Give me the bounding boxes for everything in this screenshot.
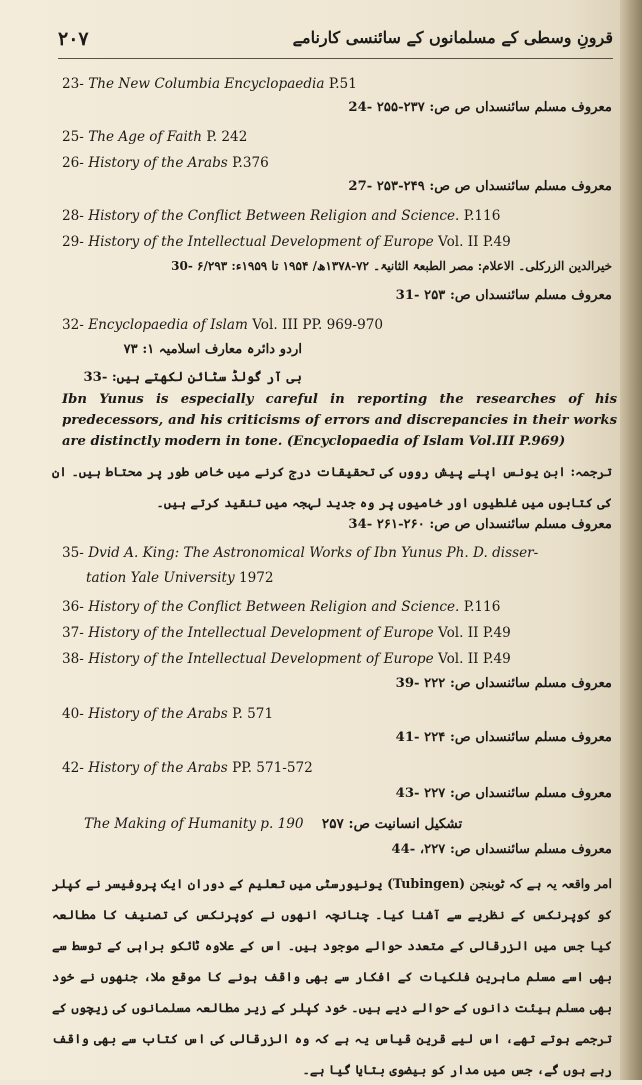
note-23: 23- The New Columbia Encyclopaedia P.51 (62, 76, 357, 92)
note-39: معروف مسلم سائنسداں ص: ۲۲۲ -39 (395, 676, 612, 691)
note-36: 36- History of the Conflict Between Religion and Science. P.116 (62, 599, 501, 615)
note-33-quote: Ibn Yunus is especially careful in reporting the researches of his predecessors, and his criticisms of errors and discrepancies in their works are distinctly modern in tone. (Encyclopaedia of Islam Vol.III P.969) (62, 392, 617, 449)
note-33: بی آر گولڈ سٹائن لکھتے ہیں: -33 (83, 370, 302, 385)
note-41: معروف مسلم سائنسداں ص: ۲۲۴ -41 (395, 730, 612, 745)
note-33-translation: ترجمہ: ابن یونس اپنے پیش رووں کی تحقیقات درج کرنے میں خاص طور پر محتاط ہیں۔ ان کی کتابوں میں غلطیوں اور خامیوں پر وہ جدید لہجہ میں تنقید کرتے ہیں۔ (52, 464, 612, 510)
note-28: 28- History of the Conflict Between Religion and Science. P.116 (62, 208, 501, 224)
note-31: معروف مسلم سائنسداں ص: ۲۵۳ -31 (395, 288, 612, 303)
note-25: 25- The Age of Faith P. 242 (62, 129, 248, 145)
note-35: 35- Dvid A. King: The Astronomical Works of Ibn Yunus Ph. D. disser- (62, 545, 539, 561)
note-29: 29- History of the Intellectual Development of Europe Vol. II P.49 (62, 234, 511, 250)
note-26: 26- History of the Arabs P.376 (62, 155, 269, 171)
note-37: 37- History of the Intellectual Development of Europe Vol. II P.49 (62, 625, 511, 641)
header-rule (58, 58, 613, 59)
note-42: 42- History of the Arabs PP. 571-572 (62, 760, 313, 776)
note-30: خیرالدین الزرکلی۔ الاعلام: مصر الطبعۃ الثانیۃ۔ ۷۲-۱۳۷۸ھ/ ۱۹۵۴ تا ۱۹۵۹ء: ۶/۲۹۳ -30 (171, 259, 612, 273)
note-38: 38- History of the Intellectual Development of Europe Vol. II P.49 (62, 651, 511, 667)
page-number: ۲۰۷ (58, 28, 89, 50)
note-27: معروف مسلم سائنسداں ص ص: ۲۴۹-۲۵۳ -27 (348, 179, 612, 194)
note-35-continued: tation Yale University 1972 (86, 570, 274, 586)
page-gutter (620, 0, 642, 1080)
note-40: 40- History of the Arabs P. 571 (62, 706, 274, 722)
page-header (58, 28, 613, 54)
note-34: معروف مسلم سائنسداں ص ص: ۲۶۰-۲۶۱ -34 (348, 517, 612, 532)
note-43-making-of-humanity: The Making of Humanity p. 190 تشکیل انسانیت ص: ۲۵۷ (84, 816, 463, 832)
note-44-paragraph: امر واقعہ یہ ہے کہ ٹوبنجن (Tubingen) یونیورسٹی میں تعلیم کے دوران ایک پروفیسر نے کپلر کو کوپرنکس کے نظریے سے آشنا کیا۔ چنانچہ انھوں نے کوپرنکس کی تصنیف کا مطالعہ کیا جس میں الزرقالی کے متعدد حوالے موجود ہیں۔ اس کے علاوہ ٹائکو براہی کے توسط سے بھی اسے مسلم ماہرین فلکیات کے افکار سے بھی واقف ہونے کا موقع ملا، جنھوں نے خود بھی مسلم ہیئت دانوں کے حوالے دیے ہیں۔ خود کپلر کے زیر مطالعہ مسلمانوں کی زیچوں کے ترجمے ہوتے تھے، اس لیے قرین قیاس یہ ہے کہ وہ الزرقالی کی اس کتاب سے بھی واقف رہے ہوں گے، جس میں مدار کو بیضوی بتایا گیا ہے۔ (52, 876, 612, 1077)
note-32: 32- Encyclopaedia of Islam Vol. III PP. 969-970 (62, 317, 384, 333)
note-44: معروف مسلم سائنسداں ص: ۲۲۷، -44 (391, 842, 612, 857)
note-43: معروف مسلم سائنسداں ص: ۲۲۷ -43 (395, 786, 612, 801)
note-32-urdu: اردو دائرہ معارف اسلامیہ ۱: ۷۳ (123, 342, 302, 357)
running-title: قرونِ وسطی کے مسلمانوں کے سائنسی کارنامے (292, 28, 613, 47)
note-24: معروف مسلم سائنسداں ص ص: ۲۳۷-۲۵۵ -24 (348, 100, 612, 115)
